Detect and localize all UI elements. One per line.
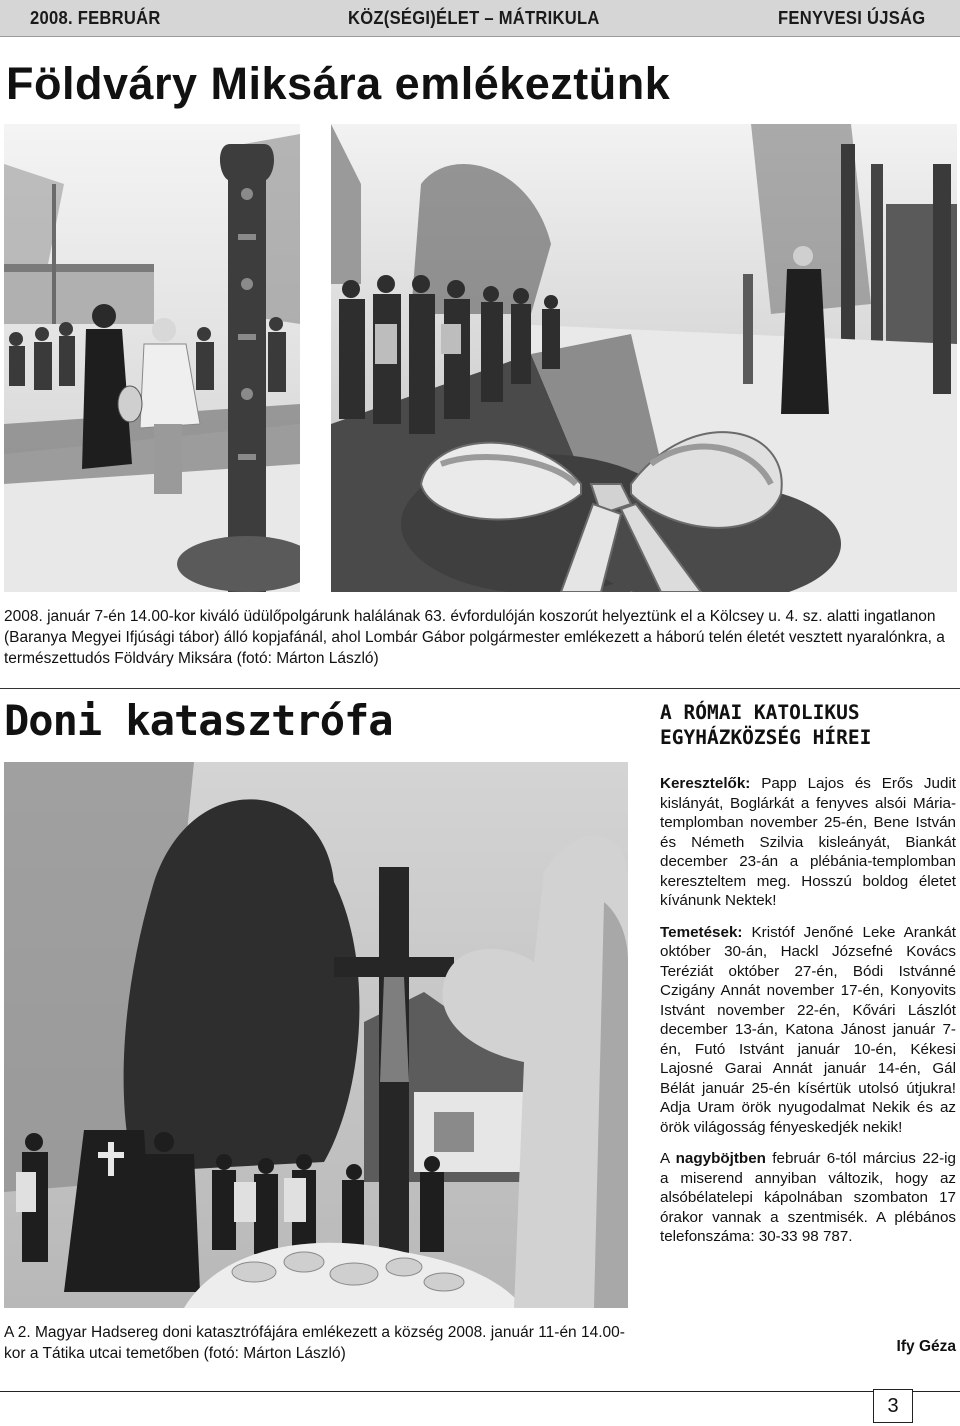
article1-caption: 2008. január 7-én 14.00-kor kiváló üdülőpolgárunk halálának 63. évfordulóján koszorút helyeztünk el a Kölcsey u. 4. sz. alatti ingatlanon (Baranya Megyei Ifjúsági tábor) álló kopjafánál, ahol Lombár Gábor polgármester emlékezett a háború telén életét vesztett nyaralónkra, a természettudós Földváry Miksára (fotó: Márton László) <box>4 608 945 667</box>
lent-paragraph <box>660 1149 956 1247</box>
church-news-title-line1: A RÓMAI KATOLIKUS <box>660 701 860 724</box>
page-header <box>0 0 960 37</box>
church-news-body <box>660 774 956 1259</box>
article2-title: Doni katasztrófa <box>4 696 393 745</box>
footer-rule <box>0 1391 960 1392</box>
baptisms-text: Papp Lajos és Erős Judit kislányát, Boglárkát a fenyves alsói Mária-templomban november 25-én, Bene István és Németh Szilvia kisleányát, Biankát december 23-án a plébánia-templomban kereszteltem meg. Hosszú boldog életet kívánunk Nektek! <box>660 775 956 909</box>
photo-cemetery-crucifix <box>4 762 628 1308</box>
church-news-title <box>660 700 960 750</box>
church-news-title-line2: EGYHÁZKÖZSÉG HÍREI <box>660 726 872 749</box>
signature: Ify Géza <box>896 1338 956 1355</box>
photo-wreath-ceremony <box>331 124 957 592</box>
baptisms-label: Keresztelők: <box>660 775 751 792</box>
page-number: 3 <box>873 1389 913 1423</box>
baptisms-paragraph <box>660 774 956 911</box>
photo-kopjafa-women <box>4 124 300 592</box>
lent-prefix: A <box>660 1150 676 1167</box>
lent-bold: nagyböjtben <box>675 1150 766 1167</box>
section-divider <box>0 688 960 689</box>
header-publication: FENYVESI ÚJSÁG <box>778 8 926 28</box>
funerals-text: Kristóf Jenőné Leke Arankát október 30-án, Hackl Józsefné Kovács Teréziát október 27-én, Bódi Istvánné Czigány Annát november 17-én, Konyovits Istvánt november 22-én, Kővári Lászlót december 13-án, Katona Jánost január 7-én, Futó Istvánt január 10-én, Kékesi Lajosné Garai Annát január 14-én, Gál Bélát január 25-én kísértük utolsó útjukra! Adja Uram örök nyugodalmat Nekik és az örök világosság fényeskedjék nekik! <box>660 923 956 1136</box>
header-section: KÖZ(SÉGI)ÉLET – MÁTRIKULA <box>348 8 600 28</box>
header-date: 2008. FEBRUÁR <box>30 8 161 28</box>
funerals-label: Temetések: <box>660 923 743 941</box>
article2-caption: A 2. Magyar Hadsereg doni katasztrófájára emlékezett a község 2008. január 11-én 14.00-kor a Tátika utcai temetőben (fotó: Márton László) <box>4 1324 625 1362</box>
article1-title: Földváry Miksára emlékeztünk <box>6 58 671 109</box>
funerals-paragraph <box>660 923 956 1138</box>
lent-text: február 6-tól március 22-ig a miserend annyiban változik, hogy az alsóbélatelepi kápolnában szombaton 17 órakor vannak a szentmisék. A plébános telefonszáma: 30-33 98 787. <box>660 1150 956 1245</box>
